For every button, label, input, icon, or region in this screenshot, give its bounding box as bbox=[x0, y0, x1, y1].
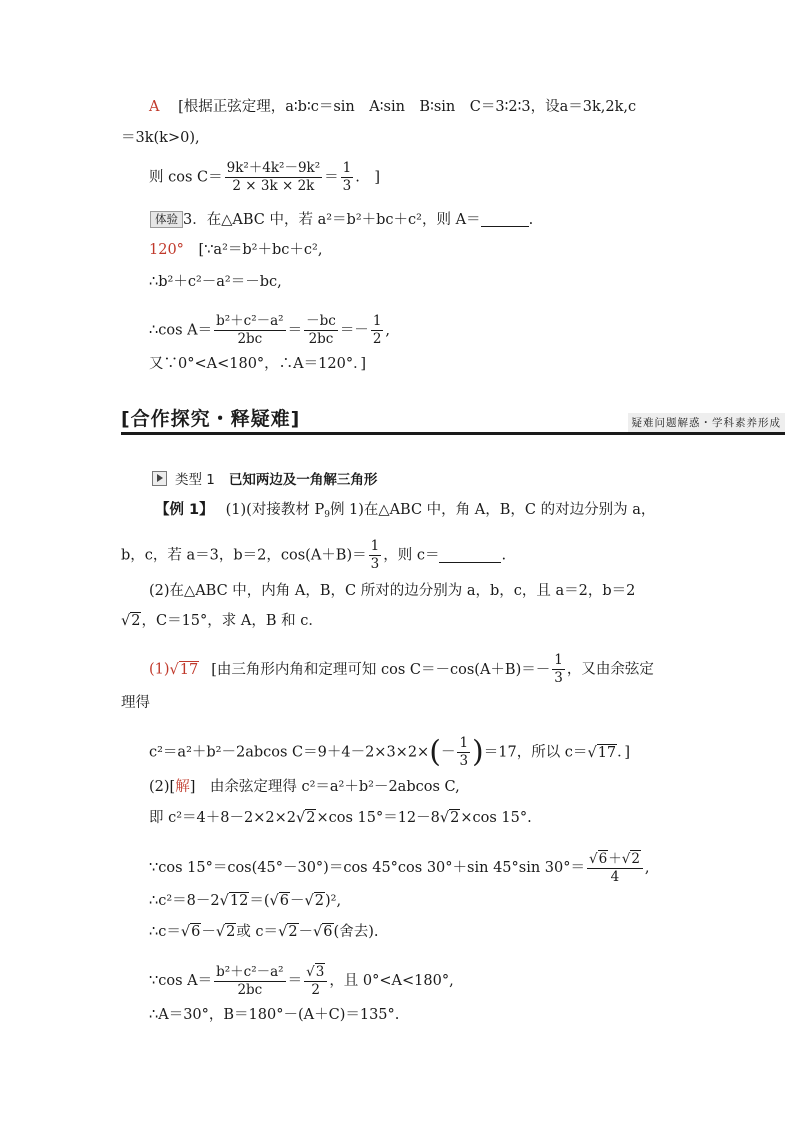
example-1-part2: (2)在△ABC 中，内角 A，B，C 所对的边分别为 a，b，c，且 a＝2，b＝2 bbox=[149, 583, 636, 599]
radicand: 3 bbox=[315, 964, 325, 980]
fraction-denominator: 2bc bbox=[214, 981, 286, 999]
fraction-numerator: 1 bbox=[372, 313, 382, 329]
solution-text: ＝( bbox=[249, 893, 270, 909]
radicand: 2 bbox=[314, 893, 324, 909]
solution-3-line2: ∴b²＋c²－a²＝－bc, bbox=[149, 274, 282, 290]
solution-a-line1 bbox=[149, 97, 636, 117]
solution-text: ∵cos A＝ bbox=[149, 973, 213, 989]
fraction bbox=[552, 652, 565, 687]
solution-a-text: [根据正弦定理，a∶b∶c＝sin A∶sin B∶sin C＝3∶2∶3，设a＝3k,2k,c bbox=[178, 99, 637, 115]
example-text: (1)(对接教材 P bbox=[225, 502, 325, 518]
sqrt-sign bbox=[304, 893, 313, 909]
fraction-denominator: 3 bbox=[342, 178, 352, 194]
period: . bbox=[501, 547, 507, 564]
solution-text: ∴c²＝8－2 bbox=[149, 893, 220, 909]
solution-3-cos-line bbox=[149, 313, 390, 348]
comma: , bbox=[644, 860, 650, 876]
solution-2-line5 bbox=[149, 922, 378, 942]
sqrt-sign bbox=[587, 745, 596, 761]
sqrt-sign bbox=[296, 810, 305, 826]
example-label: 【例 1】 bbox=[155, 502, 214, 518]
fraction-denominator: 2 bbox=[372, 331, 382, 347]
solution-1-line3 bbox=[149, 735, 630, 770]
exercise-3 bbox=[150, 210, 533, 230]
solution-2-line3 bbox=[149, 850, 650, 886]
solution-text: )², bbox=[324, 893, 342, 909]
example-text: ，C＝15°，求 A，B 和 c． bbox=[141, 613, 323, 629]
example-1-line2 bbox=[121, 538, 506, 573]
play-triangle-icon bbox=[152, 471, 167, 486]
solution-text: ＝17，所以 c＝ bbox=[483, 744, 588, 761]
fraction-numerator: －bc bbox=[306, 313, 336, 329]
tiyan-badge: 体验 bbox=[150, 211, 183, 228]
fraction-denominator: 4 bbox=[587, 868, 643, 886]
paren-close: ) bbox=[472, 734, 484, 770]
cos-prefix: ∴cos A＝ bbox=[149, 322, 213, 339]
radicand: 2 bbox=[131, 613, 141, 629]
radicand: 6 bbox=[323, 924, 333, 940]
radicand: 2 bbox=[306, 810, 316, 826]
answer-120: 120° bbox=[149, 242, 184, 258]
fraction-denominator: 2bc bbox=[304, 330, 338, 348]
fraction bbox=[587, 850, 643, 886]
fraction-numerator: 1 bbox=[459, 735, 469, 751]
radicand: 2 bbox=[288, 924, 298, 940]
exercise-3-question: 3．在△ABC 中，若 a²＝b²＋bc＋c²，则 A＝ bbox=[183, 212, 481, 228]
sqrt-sign bbox=[121, 613, 130, 629]
sqrt-sign bbox=[306, 964, 315, 980]
sqrt-sign bbox=[216, 924, 225, 940]
sqrt-sign bbox=[170, 662, 179, 678]
fraction bbox=[457, 735, 470, 770]
solution-2-line7: ∴A＝30°，B＝180°－(A＋C)＝135°. bbox=[149, 1007, 400, 1023]
solution-text: ∵cos 15°＝cos(45°－30°)＝cos 45°cos 30°＋sin 45°sin 30°＝ bbox=[149, 860, 585, 876]
minus: － bbox=[440, 744, 456, 761]
solution-2-line2 bbox=[149, 808, 532, 828]
radicand: 2 bbox=[631, 851, 640, 867]
example-text: ，则 c＝ bbox=[383, 547, 440, 564]
jie-label: 解 bbox=[175, 779, 190, 795]
fraction bbox=[341, 160, 354, 195]
fraction-numerator bbox=[587, 850, 643, 868]
section-title: [合作探究・释疑难] bbox=[121, 408, 301, 430]
answer-blank bbox=[481, 226, 529, 227]
solution-text: ×cos 15°. bbox=[460, 810, 532, 826]
solution-text: ，又由余弦定 bbox=[566, 661, 654, 678]
sqrt-sign bbox=[313, 924, 322, 940]
radicand: 2 bbox=[226, 924, 236, 940]
fraction bbox=[225, 160, 323, 195]
solution-text: ] 由余弦定理得 c²＝a²＋b²－2abcos C, bbox=[189, 779, 460, 795]
solution-1-line2: 理得 bbox=[121, 695, 150, 711]
sqrt-sign bbox=[220, 893, 229, 909]
solution-a-cos-line bbox=[149, 160, 380, 195]
sqrt-sign bbox=[622, 851, 631, 867]
example-1-line1 bbox=[155, 500, 655, 520]
solution-text: 即 c²＝4＋8－2×2×2 bbox=[149, 810, 296, 826]
radicand: 6 bbox=[598, 851, 608, 867]
example-text: b，c，若 a＝3，b＝2，cos(A＋B)＝ bbox=[121, 547, 367, 564]
radicand: 6 bbox=[191, 924, 201, 940]
fraction-denominator: 3 bbox=[554, 670, 563, 686]
subscript: 9 bbox=[324, 510, 330, 520]
solution-1-line1 bbox=[149, 652, 654, 687]
minus: － bbox=[201, 924, 216, 940]
type-1-heading bbox=[152, 470, 377, 490]
plus: ＋ bbox=[608, 851, 622, 867]
fraction-numerator: 1 bbox=[554, 652, 563, 668]
solution-text: [由三角形内角和定理可知 cos C＝－cos(A＋B)＝－ bbox=[211, 661, 551, 678]
fraction bbox=[371, 313, 384, 348]
type-label: 类型 1 bbox=[175, 472, 215, 488]
solution-text: 或 c＝ bbox=[236, 924, 279, 940]
answer-sqrt17: 17 bbox=[179, 661, 199, 678]
fraction-numerator: b²＋c²－a² bbox=[216, 313, 284, 329]
example-1-part2-cont bbox=[121, 611, 323, 631]
solution-2-line1 bbox=[149, 777, 460, 797]
solution-3-text: [∵a²＝b²＋bc＋c², bbox=[198, 242, 323, 258]
solution-text: ∴c＝ bbox=[149, 924, 181, 940]
radicand: 12 bbox=[229, 893, 249, 909]
fraction-denominator: 3 bbox=[459, 753, 469, 769]
fraction-denominator: 2 × 3k × 2k bbox=[225, 177, 323, 195]
fraction bbox=[304, 963, 327, 999]
fraction bbox=[214, 313, 286, 348]
answer-blank bbox=[439, 562, 501, 563]
solution-a-line2: ＝3k(k>0), bbox=[121, 130, 200, 146]
radicand: 17 bbox=[597, 744, 617, 761]
section-tag: 疑难问题解惑・学科素养形成 bbox=[628, 413, 786, 432]
fraction-numerator: b²＋c²－a² bbox=[216, 963, 284, 980]
fraction-denominator: 3 bbox=[370, 556, 380, 572]
solution-3-line4: 又∵0°<A<180°，∴A＝120°．] bbox=[149, 356, 366, 372]
equals: ＝ bbox=[287, 973, 303, 989]
solution-text: c²＝a²＋b²－2abcos C＝9＋4－2×3×2× bbox=[149, 744, 430, 761]
equals: ＝ bbox=[287, 322, 303, 339]
sqrt-sign bbox=[589, 851, 598, 867]
example-text: 例 1)在△ABC 中，角 A，B，C 的对边分别为 a， bbox=[329, 502, 656, 518]
radicand: 6 bbox=[279, 893, 289, 909]
fraction-numerator: 1 bbox=[342, 160, 352, 176]
fraction-numerator bbox=[304, 963, 327, 981]
solution-3-line1 bbox=[149, 240, 322, 260]
fraction bbox=[304, 313, 338, 348]
fraction bbox=[369, 538, 382, 573]
equals-minus: ＝－ bbox=[339, 322, 369, 339]
sqrt-sign bbox=[181, 924, 190, 940]
solution-text: ，且 0°<A<180°, bbox=[329, 973, 454, 989]
minus: － bbox=[289, 893, 305, 909]
answer-label: A bbox=[149, 99, 160, 115]
sqrt-sign bbox=[440, 810, 449, 826]
paren-open: ( bbox=[429, 734, 441, 770]
type-title: 已知两边及一角解三角形 bbox=[228, 472, 378, 488]
equals: ＝ bbox=[324, 169, 339, 186]
period: . bbox=[528, 212, 534, 228]
sqrt-sign bbox=[270, 893, 279, 909]
fraction-denominator: 2bc bbox=[214, 330, 286, 348]
solution-2-line4 bbox=[149, 891, 341, 911]
solution-text: (舍去). bbox=[333, 924, 379, 940]
answer-prefix: (1) bbox=[149, 661, 170, 678]
radicand: 2 bbox=[450, 810, 460, 826]
bracket-end: . ] bbox=[355, 169, 381, 186]
fraction-numerator: 1 bbox=[370, 538, 380, 554]
fraction-numerator: 9k²＋4k²－9k² bbox=[226, 160, 321, 176]
solution-prefix: (2)[ bbox=[149, 779, 176, 795]
solution-2-line6 bbox=[149, 963, 454, 999]
fraction-denominator: 2 bbox=[304, 981, 327, 999]
cos-prefix: 则 cos C＝ bbox=[149, 169, 223, 186]
fraction bbox=[214, 964, 286, 999]
bracket-end: ．] bbox=[617, 744, 631, 761]
solution-text: ×cos 15°＝12－8 bbox=[316, 810, 440, 826]
minus: － bbox=[298, 924, 314, 940]
sqrt-sign bbox=[278, 924, 287, 940]
section-divider bbox=[121, 432, 785, 435]
comma: , bbox=[385, 322, 391, 339]
